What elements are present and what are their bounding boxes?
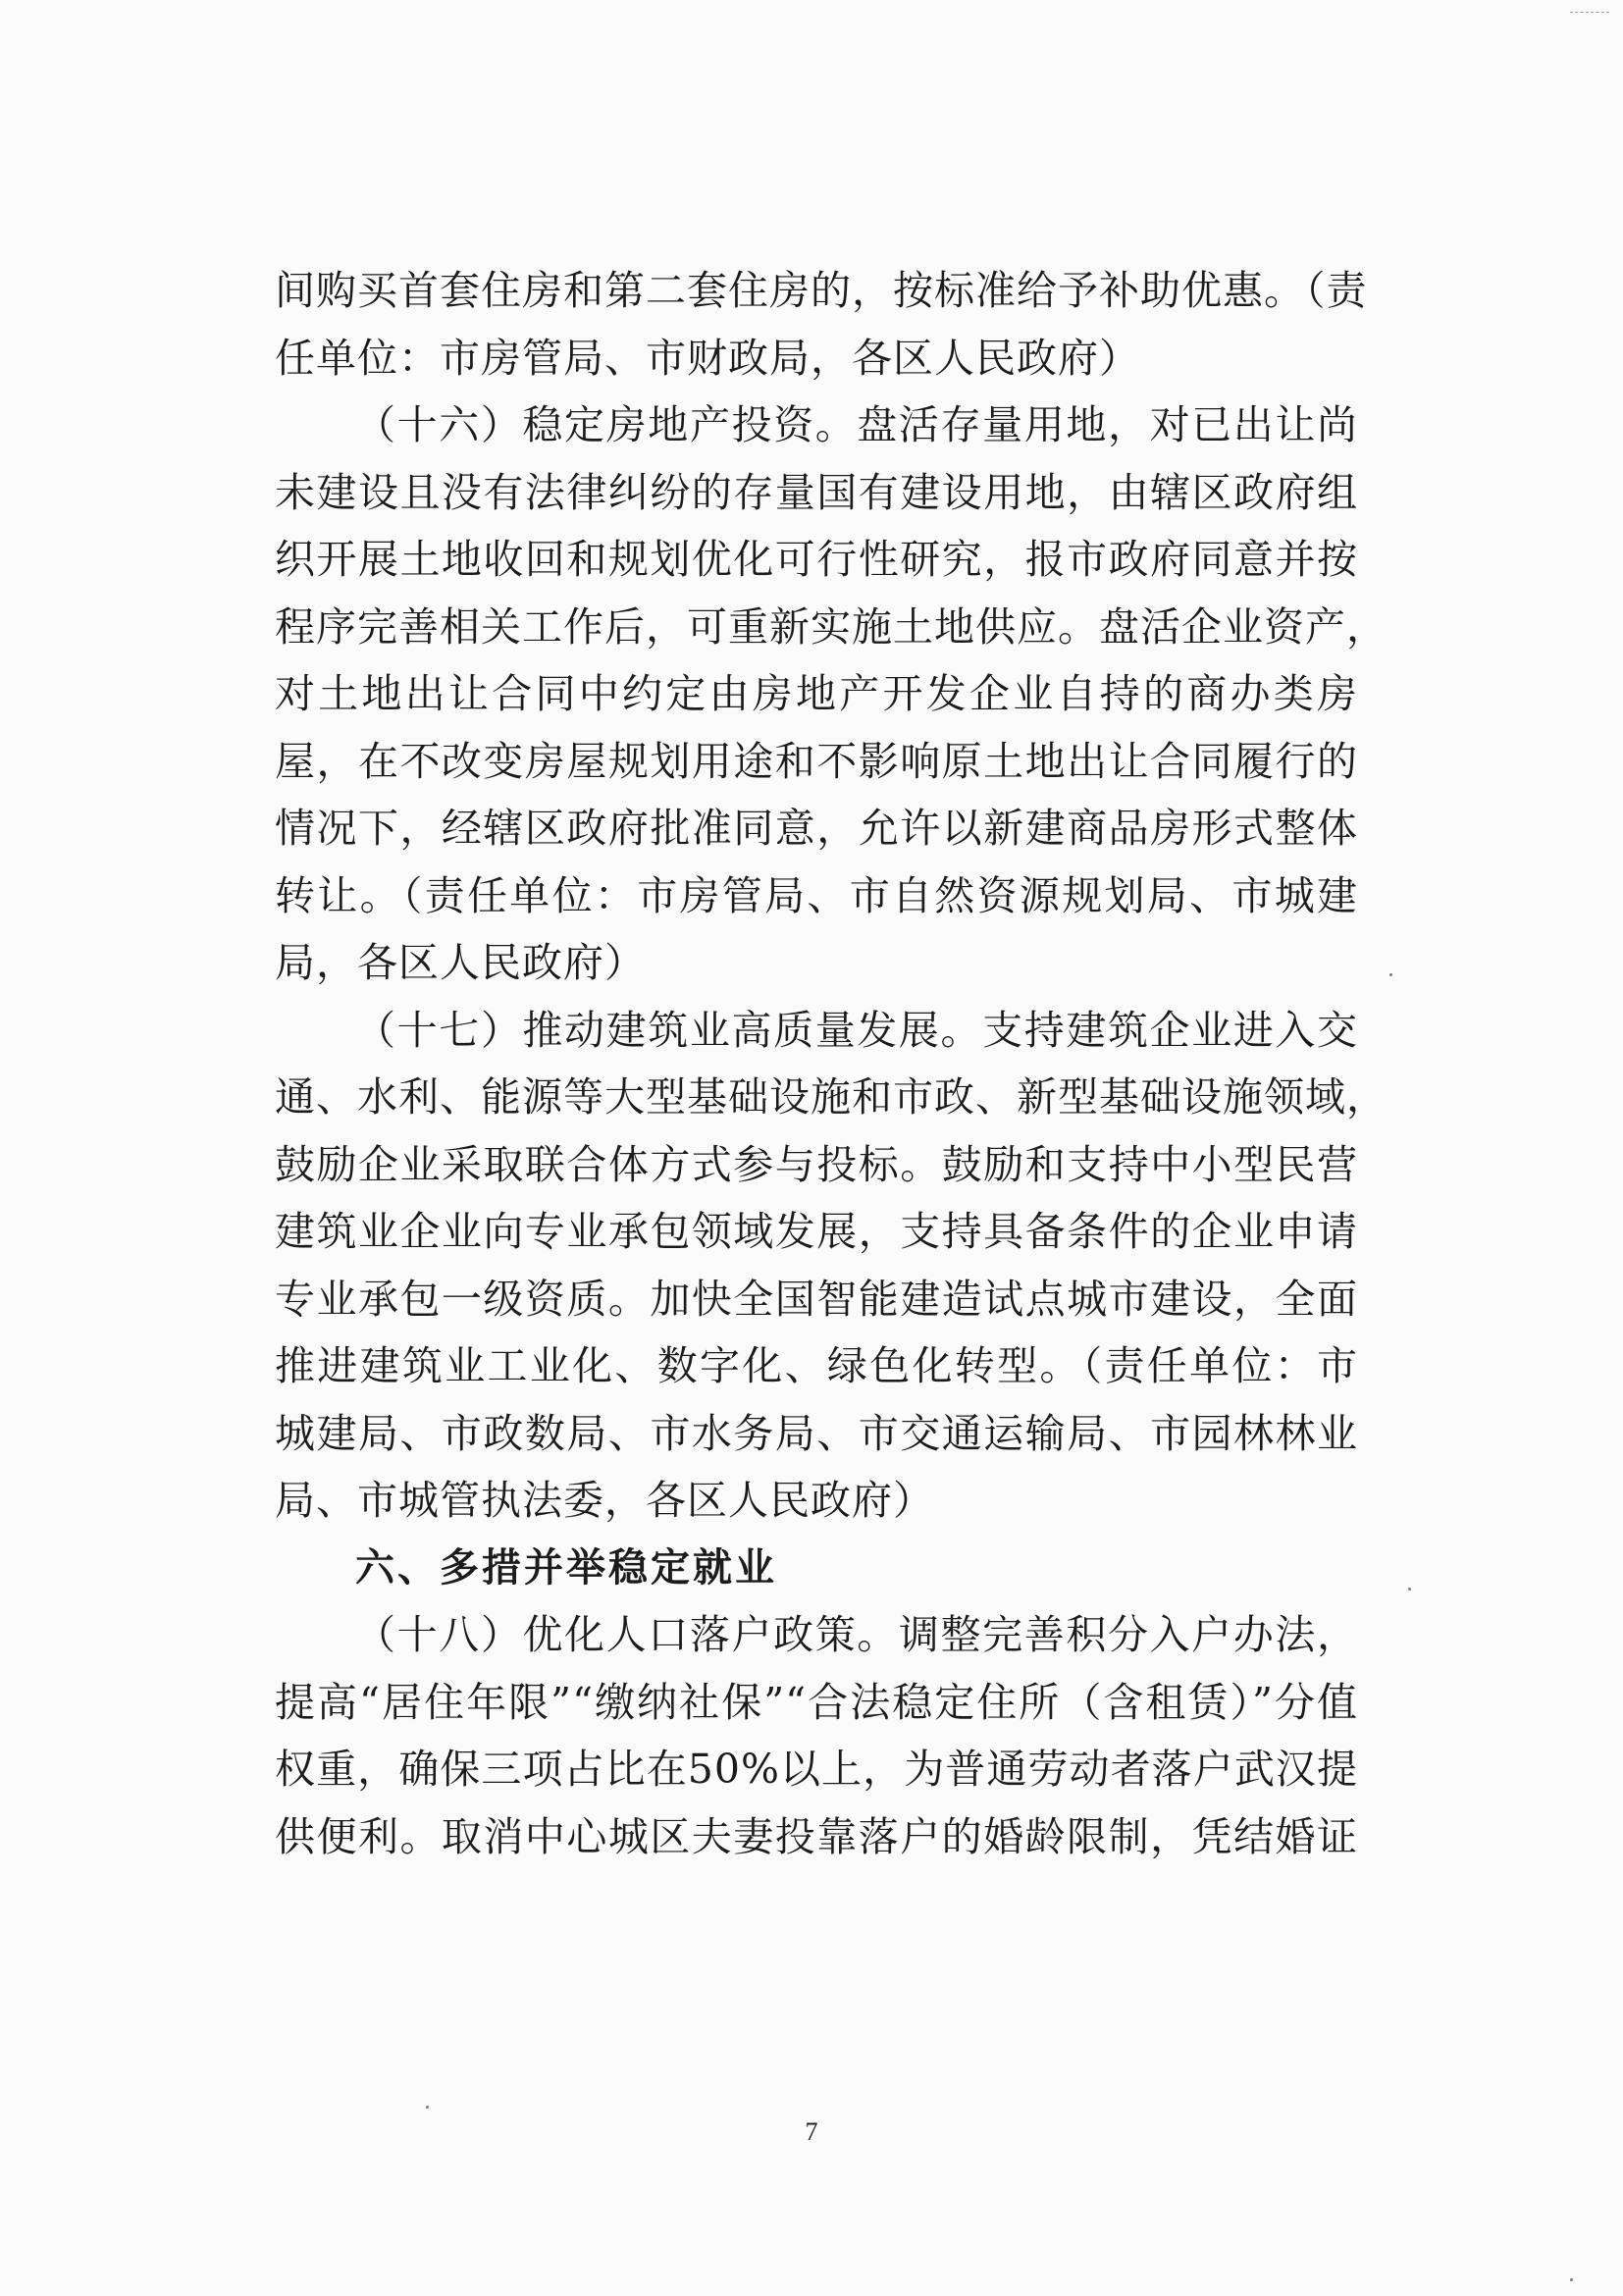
text-line: 屋，在不改变房屋规划用途和不影响原土地出让合同履行的 — [275, 737, 1358, 785]
body-text — [275, 257, 1387, 1870]
text-line: 织开展土地收回和规划优化可行性研究，报市政府同意并按 — [275, 536, 1358, 583]
paragraph-start-line: （十七）推动建筑业高质量发展。支持建筑企业进入交 — [355, 1006, 1358, 1054]
text-line: 局、市城管执法委，各区人民政府） — [275, 1477, 934, 1524]
text-line: 建筑业企业向专业承包领域发展，支持具备条件的企业申请 — [275, 1208, 1358, 1255]
section-heading: 六、多措并举稳定就业 — [355, 1544, 777, 1591]
text-line: 专业承包一级资质。加快全国智能建造试点城市建设，全面 — [275, 1275, 1358, 1323]
scan-speck — [1408, 1588, 1411, 1591]
scan-artifact — [1570, 12, 1609, 15]
scan-speck — [1389, 973, 1392, 976]
text-line: 未建设且没有法律纠纷的存量国有建设用地，由辖区政府组 — [275, 468, 1358, 516]
text-line: 情况下，经辖区政府批准同意，允许以新建商品房形式整体 — [275, 805, 1358, 852]
text-line: 任单位：市房管局、市财政局，各区人民政府） — [275, 334, 1140, 382]
paragraph-start-line: （十八）优化人口落户政策。调整完善积分入户办法， — [355, 1611, 1358, 1658]
text-line: 提高“居住年限”“缴纳社保”“合法稳定住所（含租赁）”分值 — [275, 1678, 1358, 1726]
text-line: 供便利。取消中心城区夫妻投靠落户的婚龄限制，凭结婚证 — [275, 1812, 1358, 1860]
text-line: 局，各区人民政府） — [275, 939, 646, 986]
page-number: 7 — [805, 2117, 818, 2146]
text-line: 鼓励企业采取联合体方式参与投标。鼓励和支持中小型民营 — [275, 1140, 1358, 1188]
scan-speck — [426, 2106, 429, 2109]
text-line: 城建局、市政数局、市水务局、市交通运输局、市园林林业 — [275, 1409, 1358, 1457]
scan-speck — [1570, 2278, 1573, 2281]
text-line: 通、水利、能源等大型基础设施和市政、新型基础设施领域， — [275, 1073, 1387, 1121]
paragraph-start-line: （十六）稳定房地产投资。盘活存量用地，对已出让尚 — [355, 401, 1358, 448]
text-line: 程序完善相关工作后，可重新实施土地供应。盘活企业资产， — [275, 602, 1387, 651]
text-line: 推进建筑业工业化、数字化、绿色化转型。（责任单位：市 — [275, 1342, 1358, 1389]
text-line: 对土地出让合同中约定由房地产开发企业自持的商办类房 — [275, 670, 1358, 717]
text-line: 间购买首套住房和第二套住房的，按标准给予补助优惠。（责 — [275, 267, 1368, 314]
text-line: 转让。（责任单位：市房管局、市自然资源规划局、市城建 — [275, 871, 1358, 919]
text-line: 权重，确保三项占比在50%以上，为普通劳动者落户武汉提 — [275, 1746, 1358, 1793]
